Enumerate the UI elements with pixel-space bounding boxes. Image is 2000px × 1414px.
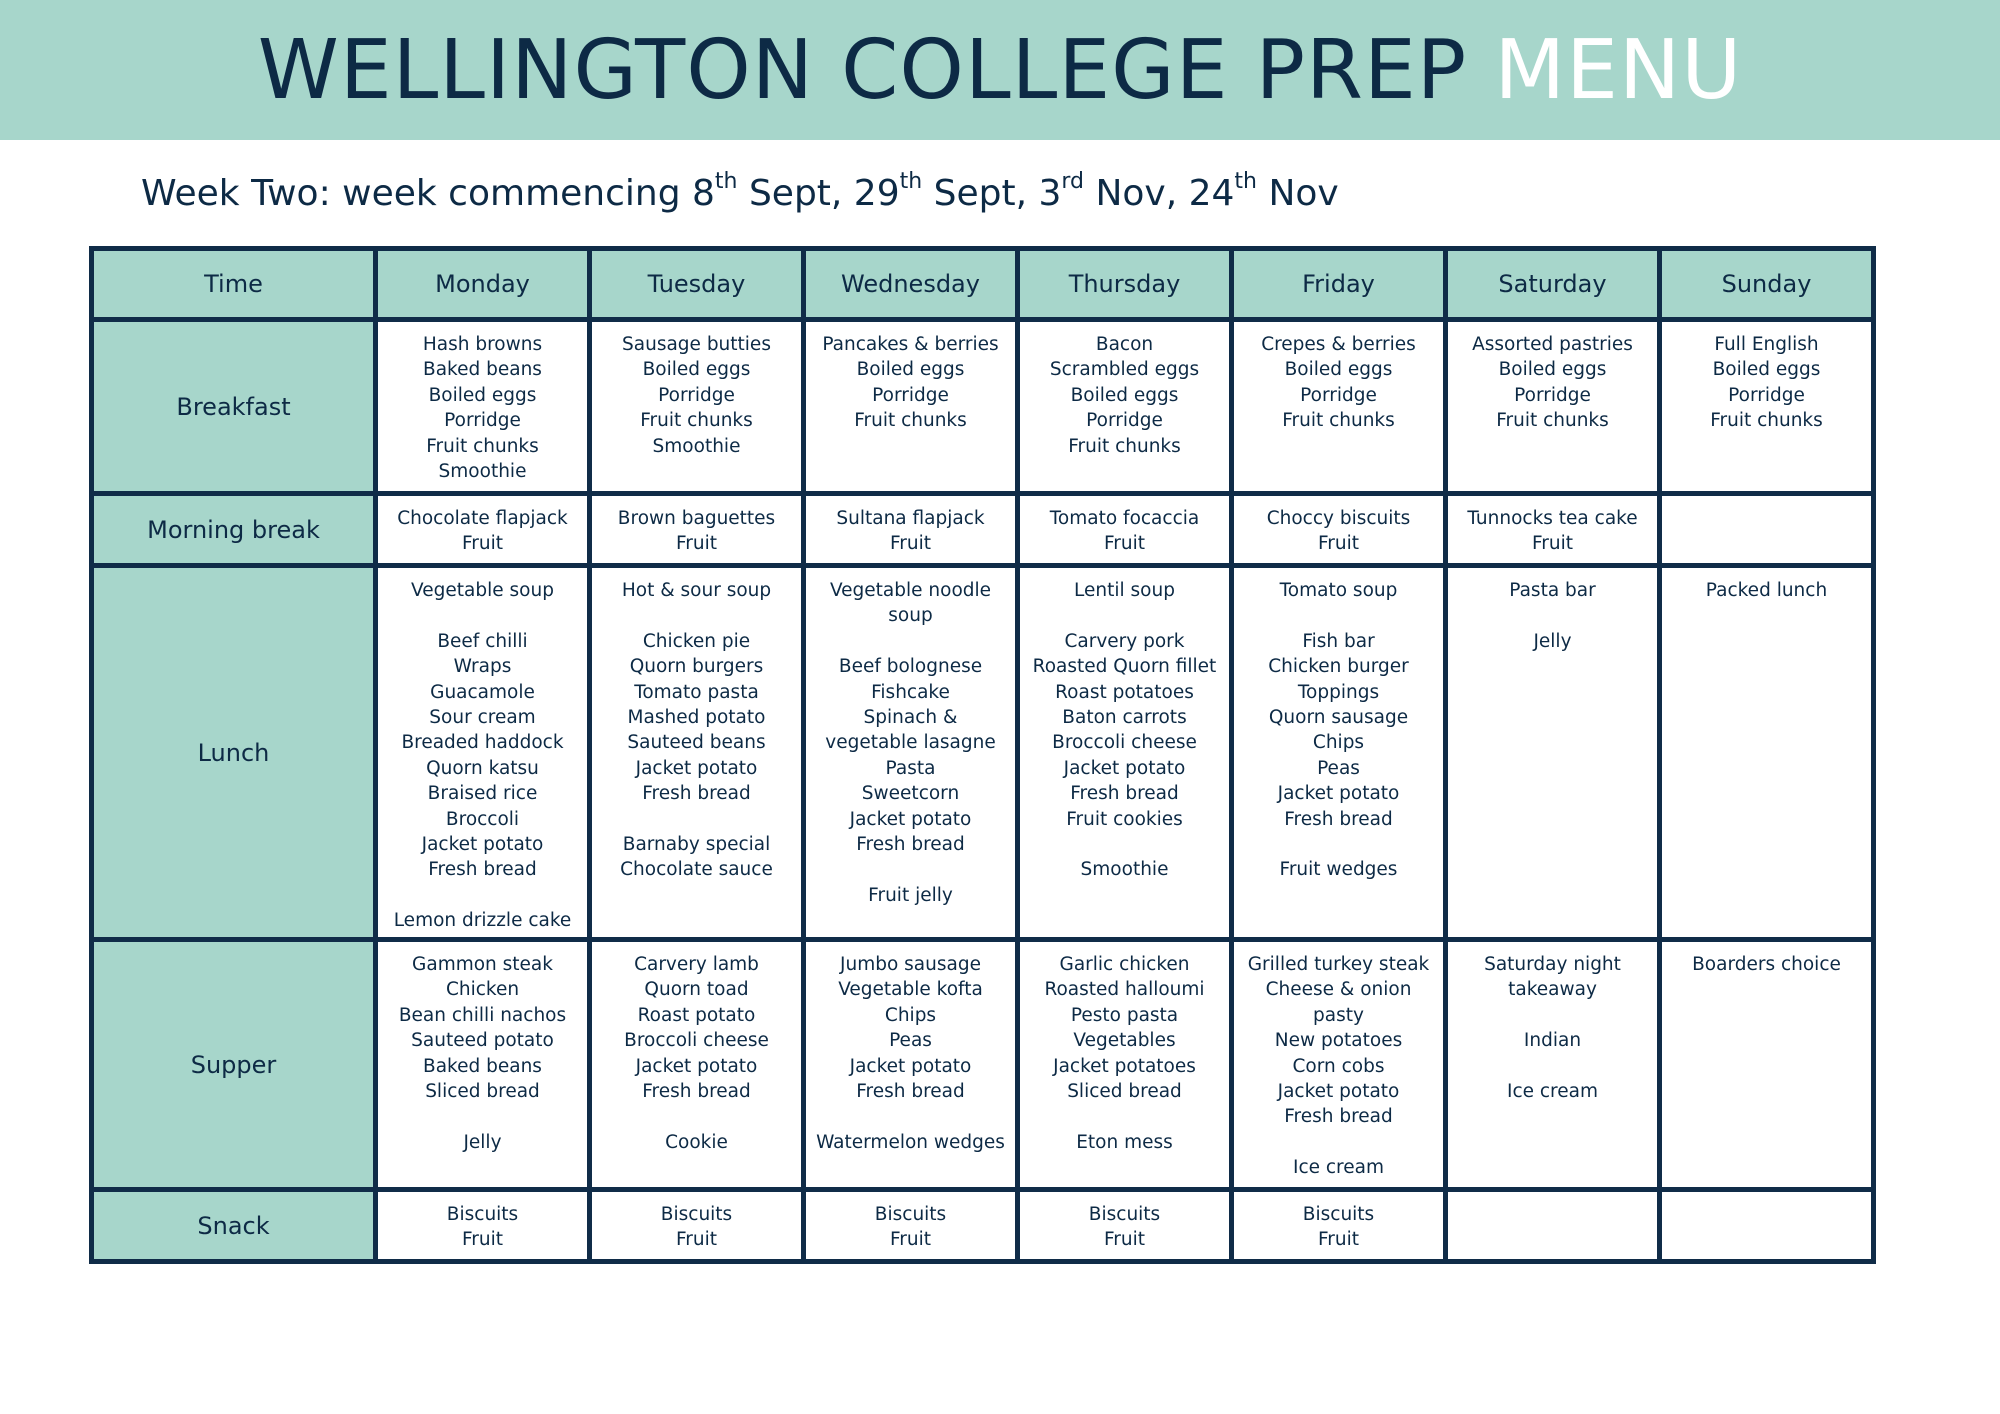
menu-item: Guacamole [430,681,535,703]
menu-item: Fruit chunks [640,410,753,432]
menu-item: Boiled eggs [1284,359,1393,381]
menu-item: Chocolate sauce [620,859,773,881]
menu-item: Biscuits [1088,1204,1161,1225]
menu-cell-snack-wednesday [804,1190,1018,1262]
menu-item: Fish bar [1302,630,1375,652]
menu-cell-breakfast-tuesday [590,320,804,494]
week-subtitle [141,166,1339,222]
menu-cell-morning-wednesday [804,494,1018,566]
menu-body [92,320,1874,1262]
menu-item: takeaway [1508,979,1597,1001]
menu-item: Fruit [1317,533,1360,555]
menu-item: Fruit jelly [868,884,953,906]
menu-item: Bacon [1095,334,1154,355]
menu-cell-snack-friday [1232,1190,1446,1262]
menu-item: Carvery pork [1064,630,1185,652]
column-header-friday: Friday [1232,249,1446,320]
menu-item: Choccy biscuits [1266,508,1411,529]
menu-item: Fruit [1317,1229,1360,1251]
menu-item: Assorted pastries [1472,334,1633,355]
subtitle-text: Sept, 3 [922,173,1062,214]
menu-item [1448,1003,1657,1028]
menu-item [1234,1130,1443,1155]
menu-item [378,883,587,908]
menu-item [592,603,801,628]
menu-item: Fruit [1531,533,1574,555]
column-header-monday: Monday [376,249,590,320]
menu-item [378,1104,587,1129]
menu-item: Jacket potato [849,1055,972,1077]
menu-item: Fruit chunks [854,410,967,432]
menu-item: Fresh bread [642,1081,751,1103]
menu-item: soup [888,605,933,627]
menu-item: Boiled eggs [856,359,965,381]
menu-item: Fruit [675,1229,718,1251]
menu-cell-supper-sunday [1660,940,1874,1190]
menu-cell-snack-tuesday [590,1190,804,1262]
menu-item: Fruit [675,533,718,555]
menu-cell-lunch-friday [1232,566,1446,940]
menu-item: pasty [1313,1004,1364,1026]
menu-item: Biscuits [446,1204,519,1225]
menu-item: Sliced bread [1067,1081,1182,1103]
menu-item: Smoothie [438,461,527,483]
menu-cell-breakfast-friday [1232,320,1446,494]
column-header-saturday: Saturday [1446,249,1660,320]
header-banner [0,0,2000,140]
menu-item: Jacket potato [635,757,758,779]
menu-item: Broccoli [445,808,520,830]
menu-cell-breakfast-wednesday [804,320,1018,494]
menu-item: Jacket potato [1277,1081,1400,1103]
menu-item: Chicken pie [642,630,751,652]
menu-item: Fruit [461,1229,504,1251]
menu-item: Fruit chunks [1710,410,1823,432]
menu-cell-supper-wednesday [804,940,1018,1190]
menu-item: Spinach & [863,707,958,729]
menu-item: Bean chilli nachos [398,1004,567,1026]
subtitle-text: Week Two: week commencing 8 [141,173,715,214]
column-header-thursday: Thursday [1018,249,1232,320]
menu-item: Tomato soup [1279,580,1398,601]
menu-item: Baked beans [423,359,542,381]
menu-item: Grilled turkey steak [1247,954,1430,975]
menu-item: Boarders choice [1692,954,1841,975]
menu-item: Porridge [872,384,949,406]
menu-item: Sliced bread [425,1081,540,1103]
menu-item: Pasta [885,757,936,779]
menu-item: New potatoes [1274,1030,1403,1052]
subtitle-text: Nov, 24 [1084,173,1235,214]
menu-table [89,246,1876,1264]
page-title [258,18,1743,124]
menu-cell-supper-monday [376,940,590,1190]
menu-cell-breakfast-saturday [1446,320,1660,494]
menu-cell-supper-tuesday [590,940,804,1190]
title-main: WELLINGTON COLLEGE PREP [257,23,1468,118]
menu-item: Tunnocks tea cake [1467,508,1638,529]
menu-item: Jelly [1533,630,1572,652]
menu-item: Roasted halloumi [1044,979,1205,1001]
menu-item: Fruit [889,533,932,555]
menu-item: Chicken [445,979,520,1001]
menu-item: Chocolate flapjack [397,508,568,529]
menu-item: Smoothie [652,435,741,457]
menu-item: Fruit chunks [1496,410,1609,432]
menu-cell-lunch-tuesday [590,566,804,940]
menu-item: Sauteed potato [411,1030,554,1052]
menu-item: Boiled eggs [642,359,751,381]
menu-item: Porridge [1514,384,1591,406]
menu-item: Jacket potato [1063,757,1186,779]
subtitle-ordinal: th [714,169,738,194]
menu-item: Fruit [461,533,504,555]
menu-item: Jacket potatoes [1053,1055,1196,1077]
menu-item [592,1104,801,1129]
menu-item: Fruit [1103,533,1146,555]
menu-item: Quorn toad [644,979,749,1001]
menu-cell-morning-monday [376,494,590,566]
subtitle-ordinal: th [1234,169,1257,194]
menu-cell-lunch-saturday [1446,566,1660,940]
menu-item: Fruit chunks [1282,410,1395,432]
menu-item: Full English [1714,334,1819,355]
subtitle-ordinal: th [899,169,923,194]
menu-item: Packed lunch [1705,580,1828,601]
menu-item: Roast potato [637,1004,756,1026]
menu-item [1234,603,1443,628]
menu-cell-snack-saturday [1446,1190,1660,1262]
menu-item: Tomato focaccia [1049,508,1200,529]
menu-item: Breaded haddock [401,732,564,754]
table-row-morning [92,494,1874,566]
menu-item: Garlic chicken [1059,954,1190,975]
menu-item: Barnaby special [622,834,771,856]
menu-item [378,603,587,628]
menu-item: Quorn katsu [426,757,539,779]
menu-item: Boiled eggs [1498,359,1607,381]
menu-cell-supper-friday [1232,940,1446,1190]
menu-cell-breakfast-monday [376,320,590,494]
menu-item: Fruit chunks [1068,435,1181,457]
menu-item: Fresh bread [642,783,751,805]
menu-cell-morning-sunday [1660,494,1874,566]
menu-item: Fresh bread [1284,808,1393,830]
menu-item [1020,603,1229,628]
menu-item: vegetable lasagne [825,732,996,754]
menu-item: Cookie [665,1131,728,1153]
row-label-lunch: Lunch [92,566,376,940]
menu-item: Mashed potato [627,707,766,729]
menu-item: Vegetable noodle [829,580,992,601]
menu-cell-supper-saturday [1446,940,1660,1190]
menu-item [1020,1104,1229,1129]
row-label-supper: Supper [92,940,376,1190]
row-label-breakfast: Breakfast [92,320,376,494]
menu-item: Ice cream [1292,1157,1384,1179]
menu-item: Corn cobs [1292,1055,1385,1077]
table-row-lunch [92,566,1874,940]
menu-item [1020,832,1229,857]
row-label-snack: Snack [92,1190,376,1262]
menu-cell-lunch-monday [376,566,590,940]
menu-item [592,807,801,832]
menu-item: Jacket potato [1277,783,1400,805]
menu-item: Roast potatoes [1055,681,1194,703]
menu-item: Cheese & onion [1265,979,1412,1001]
menu-item: Fruit chunks [426,435,539,457]
menu-item [806,857,1015,882]
menu-item: Fresh bread [428,859,537,881]
menu-cell-snack-thursday [1018,1190,1232,1262]
menu-item: Scrambled eggs [1049,359,1200,381]
menu-item: Baton carrots [1062,707,1187,729]
menu-item: Indian [1523,1030,1582,1052]
menu-item: Quorn sausage [1268,707,1409,729]
column-header-sunday: Sunday [1660,249,1874,320]
menu-item: Vegetables [1073,1030,1176,1052]
menu-item: Boiled eggs [1712,359,1821,381]
menu-cell-breakfast-sunday [1660,320,1874,494]
title-accent: MENU [1494,23,1743,118]
menu-item: Baked beans [423,1055,542,1077]
menu-item: Fresh bread [1070,783,1179,805]
table-row-breakfast [92,320,1874,494]
menu-item [806,1104,1015,1129]
menu-item: Jumbo sausage [840,954,981,975]
menu-item: Saturday night [1484,954,1621,975]
menu-cell-supper-thursday [1018,940,1232,1190]
menu-item: Jacket potato [421,834,544,856]
menu-item: Vegetable soup [411,580,554,601]
menu-cell-lunch-thursday [1018,566,1232,940]
menu-item: Porridge [658,384,735,406]
menu-item: Toppings [1297,681,1380,703]
menu-item: Pasta bar [1509,580,1596,601]
menu-item: Sausage butties [622,334,771,355]
menu-item: Porridge [444,410,521,432]
menu-item: Jacket potato [635,1055,758,1077]
subtitle-text: Nov [1257,173,1339,214]
menu-item: Fruit wedges [1279,859,1398,881]
menu-item: Porridge [1728,384,1805,406]
column-header-tuesday: Tuesday [590,249,804,320]
menu-item: Wraps [453,656,512,678]
menu-cell-lunch-wednesday [804,566,1018,940]
table-row-snack [92,1190,1874,1262]
menu-item: Jacket potato [849,808,972,830]
menu-item: Ice cream [1506,1081,1598,1102]
menu-item: Peas [889,1030,932,1052]
menu-item: Gammon steak [412,954,553,975]
menu-item: Biscuits [874,1204,947,1225]
menu-item: Fresh bread [1284,1106,1393,1128]
menu-item: Porridge [1300,384,1377,406]
menu-item: Tomato pasta [634,681,759,703]
menu-item: Fresh bread [856,1081,965,1103]
menu-item [806,629,1015,654]
menu-item: Chicken burger [1268,656,1409,678]
menu-item: Quorn burgers [629,656,764,678]
menu-item: Broccoli cheese [1052,732,1197,754]
menu-item: Smoothie [1080,859,1169,881]
menu-cell-morning-friday [1232,494,1446,566]
menu-item: Braised rice [427,783,538,805]
menu-cell-lunch-sunday [1660,566,1874,940]
menu-cell-morning-thursday [1018,494,1232,566]
menu-item: Hot & sour soup [621,580,772,601]
menu-cell-breakfast-thursday [1018,320,1232,494]
menu-item: Fruit [889,1229,932,1251]
menu-item: Sultana flapjack [836,508,985,529]
menu-item: Boiled eggs [1070,384,1179,406]
menu-item: Fresh bread [856,834,965,856]
menu-item: Peas [1317,757,1360,779]
table-row-supper [92,940,1874,1190]
column-header-wednesday: Wednesday [804,249,1018,320]
menu-item: Vegetable kofta [838,979,983,1001]
menu-item: Hash browns [422,334,543,355]
menu-item: Eton mess [1076,1131,1173,1153]
header-row [92,249,1874,320]
menu-item: Watermelon wedges [816,1131,1005,1153]
menu-item: Carvery lamb [634,954,759,975]
column-header-time: Time [92,249,376,320]
menu-item: Chips [1312,732,1365,754]
menu-cell-morning-saturday [1446,494,1660,566]
menu-item: Sweetcorn [861,783,960,805]
menu-item: Fishcake [871,681,950,703]
menu-item: Fruit [1103,1229,1146,1251]
menu-cell-snack-monday [376,1190,590,1262]
menu-item: Lemon drizzle cake [393,910,572,932]
menu-item: Roasted Quorn fillet [1032,656,1217,678]
menu-item: Porridge [1086,410,1163,432]
menu-item: Pancakes & berries [822,334,999,355]
menu-item: Sour cream [429,707,536,729]
menu-item: Crepes & berries [1261,334,1416,355]
menu-item: Chips [884,1004,937,1026]
menu-item: Jelly [463,1131,502,1153]
subtitle-ordinal: rd [1061,169,1085,194]
menu-cell-morning-tuesday [590,494,804,566]
menu-item: Lentil soup [1074,580,1175,601]
subtitle-text: Sept, 29 [737,173,900,214]
menu-item: Boiled eggs [428,384,537,406]
menu-item: Beef chilli [437,630,528,652]
menu-cell-snack-sunday [1660,1190,1874,1262]
menu-item: Biscuits [660,1204,733,1225]
menu-item: Brown baguettes [617,508,776,529]
menu-item: Biscuits [1302,1204,1375,1225]
menu-item [1234,832,1443,857]
menu-item [1448,603,1657,628]
row-label-morning: Morning break [92,494,376,566]
menu-item: Beef bolognese [838,656,983,678]
menu-item [1448,1054,1657,1079]
menu-item: Fruit cookies [1066,808,1183,830]
menu-item: Pesto pasta [1070,1004,1179,1026]
menu-item: Sauteed beans [627,732,766,754]
menu-item: Broccoli cheese [624,1030,769,1052]
